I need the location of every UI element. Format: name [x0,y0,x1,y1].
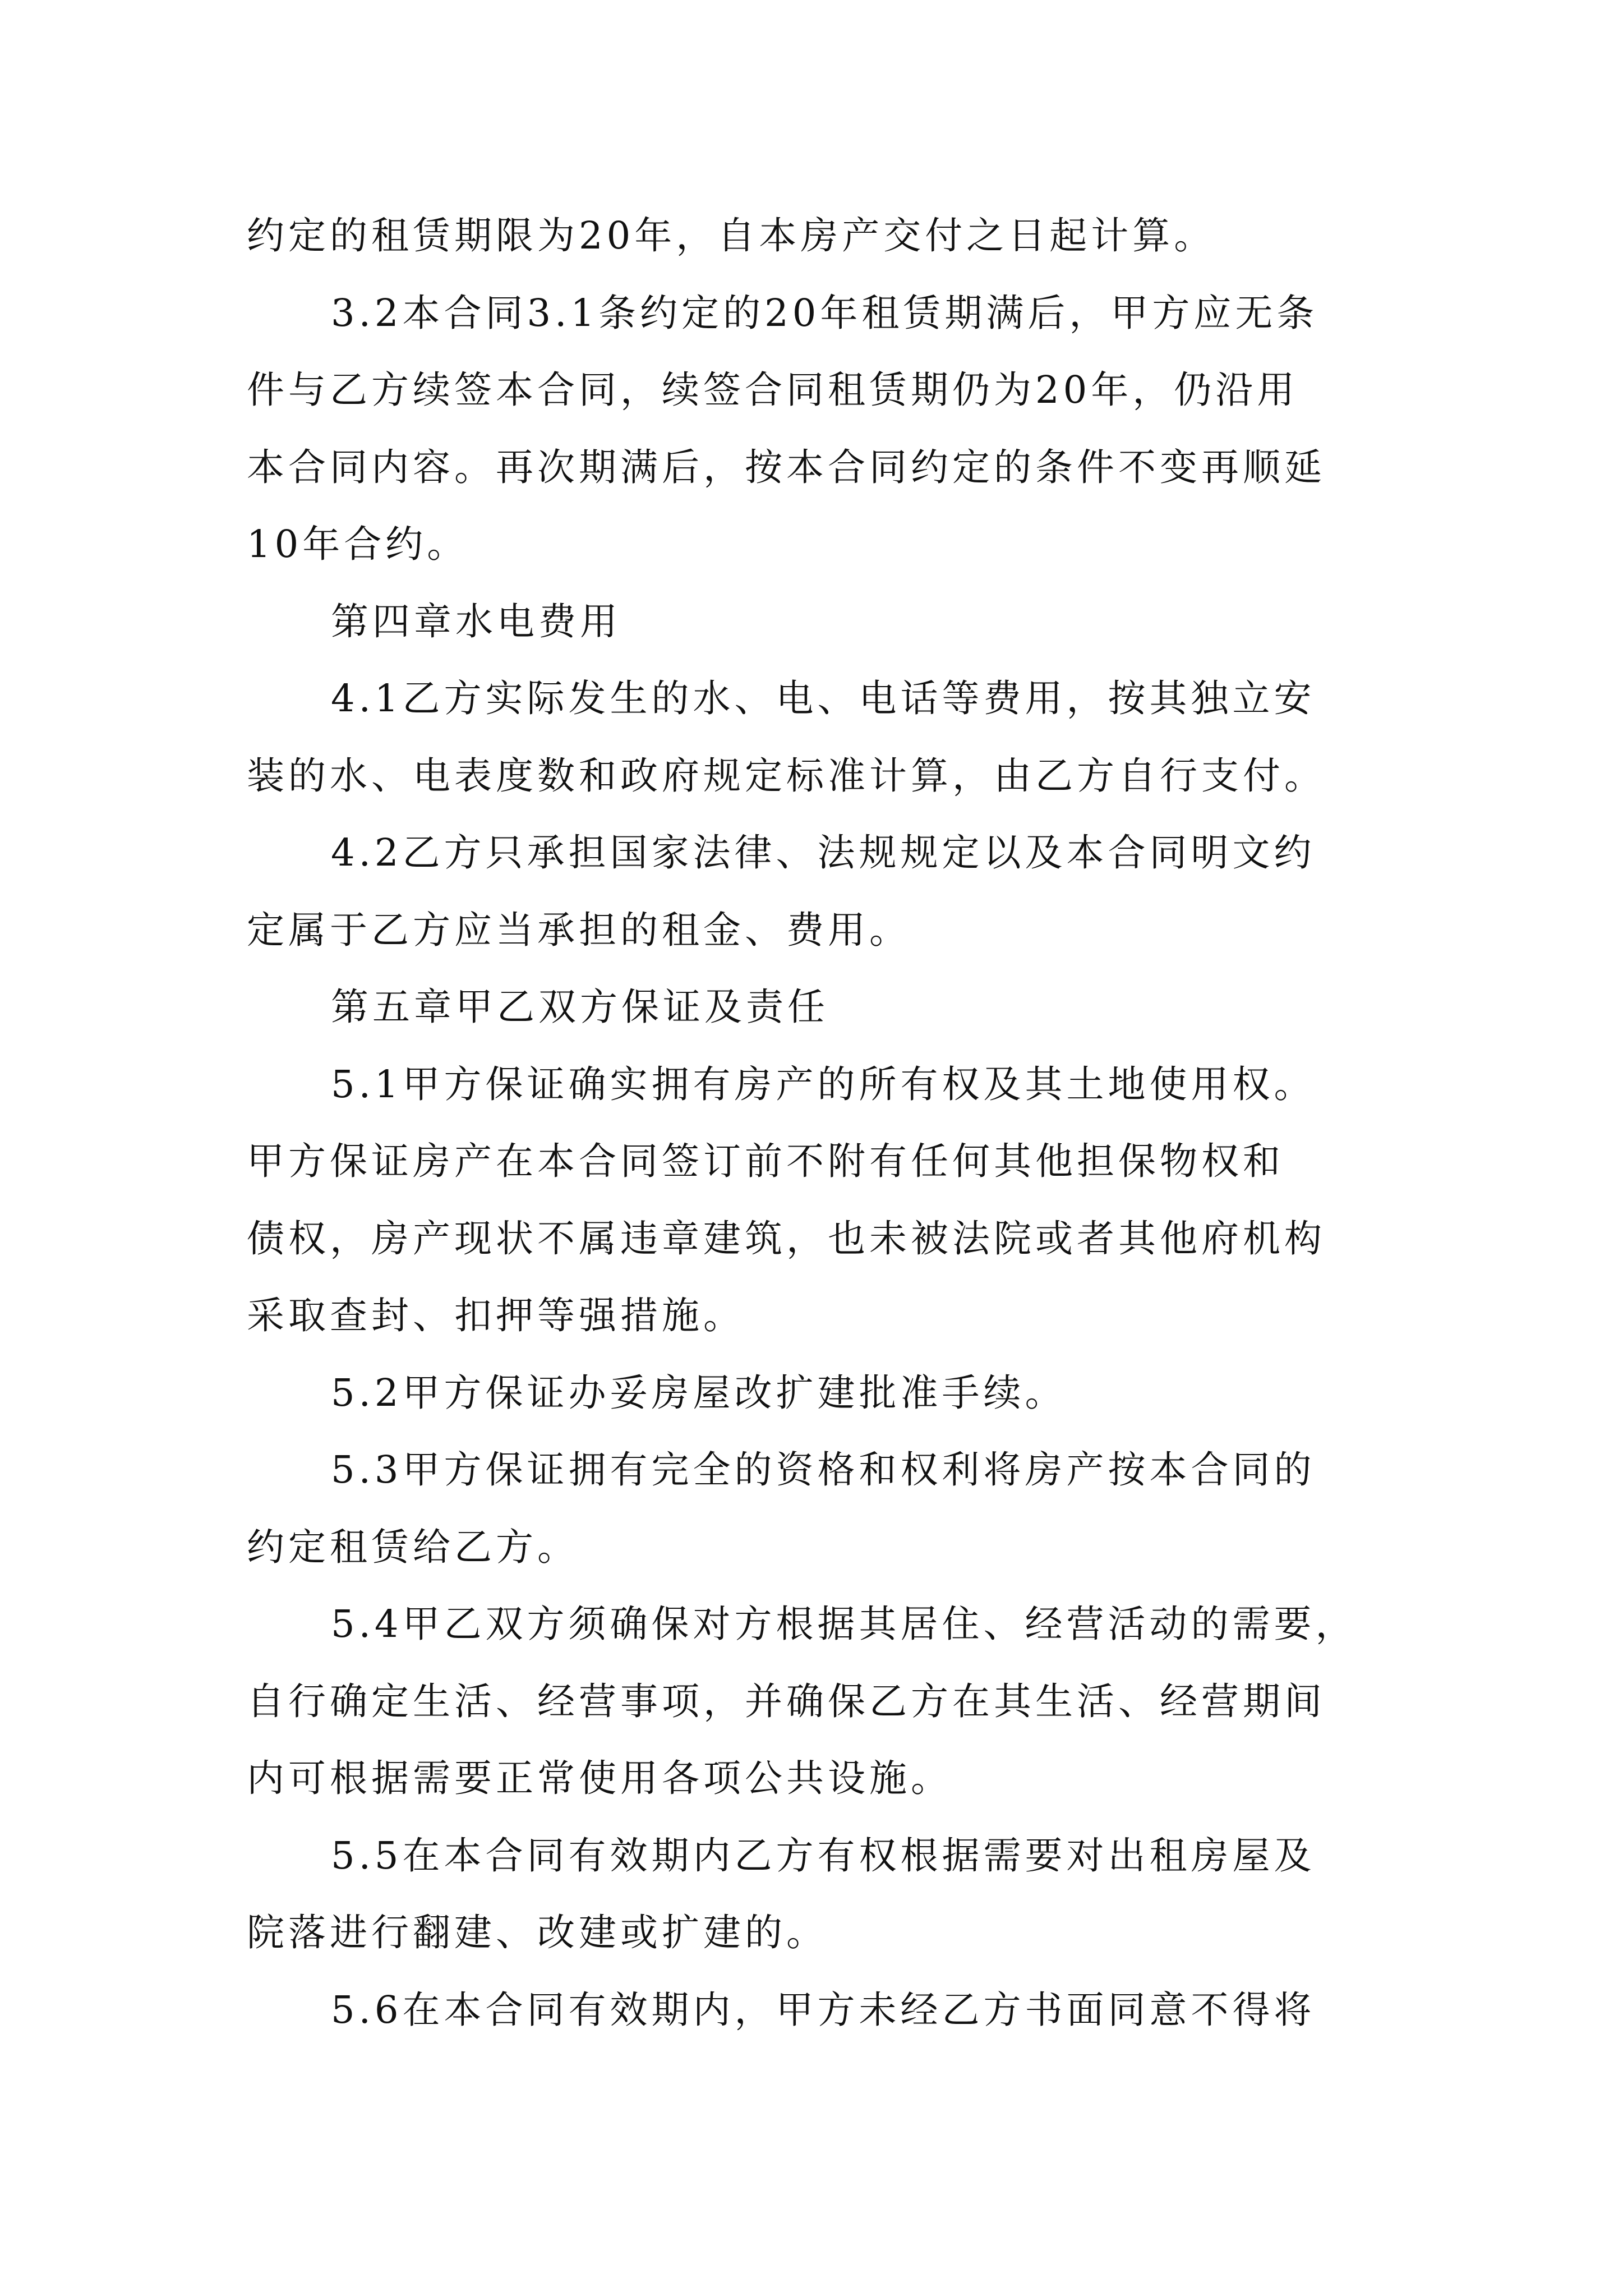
text-line: 本合同内容。再次期满后，按本合同约定的条件不变再顺延 [247,445,1326,489]
text-line: 3.2本合同3.1条约定的20年租赁期满后，甲方应无条 [331,291,1318,335]
text-line: 第五章甲乙双方保证及责任 [331,985,829,1029]
text-line: 第四章水电费用 [331,599,621,643]
text-line: 内可根据需要正常使用各项公共设施。 [247,1756,952,1800]
text-line: 10年合约。 [247,522,469,566]
text-line: 5.3甲方保证拥有完全的资格和权利将房产按本合同的 [331,1448,1316,1492]
text-line: 院落进行翻建、改建或扩建的。 [247,1911,828,1954]
text-line: 5.5在本合同有效期内乙方有权根据需要对出租房屋及 [331,1833,1316,1878]
text-line: 装的水、电表度数和政府规定标准计算，由乙方自行支付。 [247,753,1326,798]
text-line: 自行确定生活、经营事项，并确保乙方在其生活、经营期间 [247,1679,1326,1723]
text-line: 约定的租赁期限为20年，自本房产交付之日起计算。 [247,214,1216,257]
text-line: 定属于乙方应当承担的租金、费用。 [247,908,911,952]
text-line: 甲方保证房产在本合同签订前不附有任何其他担保物权和 [247,1139,1284,1183]
text-line: 件与乙方续签本合同，续签合同租赁期仍为20年，仍沿用 [247,368,1299,412]
text-line: 约定租赁给乙方。 [247,1525,579,1569]
text-line: 5.6在本合同有效期内，甲方未经乙方书面同意不得将 [331,1987,1316,2032]
text-line: 4.2乙方只承担国家法律、法规规定以及本合同明文约 [331,831,1316,875]
text-line: 采取查封、扣押等强措施。 [247,1294,745,1337]
text-line: 5.2甲方保证办妥房屋改扩建批准手续。 [331,1370,1067,1415]
text-line: 债权，房产现状不属违章建筑，也未被法院或者其他府机构 [247,1216,1326,1260]
document-body [247,197,1391,2049]
text-line: 5.1甲方保证确实拥有房产的所有权及其土地使用权。 [331,1062,1316,1106]
text-line: 4.1乙方实际发生的水、电、电话等费用，按其独立安 [331,677,1316,720]
text-line: 5.4甲乙双方须确保对方根据其居住、经营活动的需要， [331,1602,1357,1646]
